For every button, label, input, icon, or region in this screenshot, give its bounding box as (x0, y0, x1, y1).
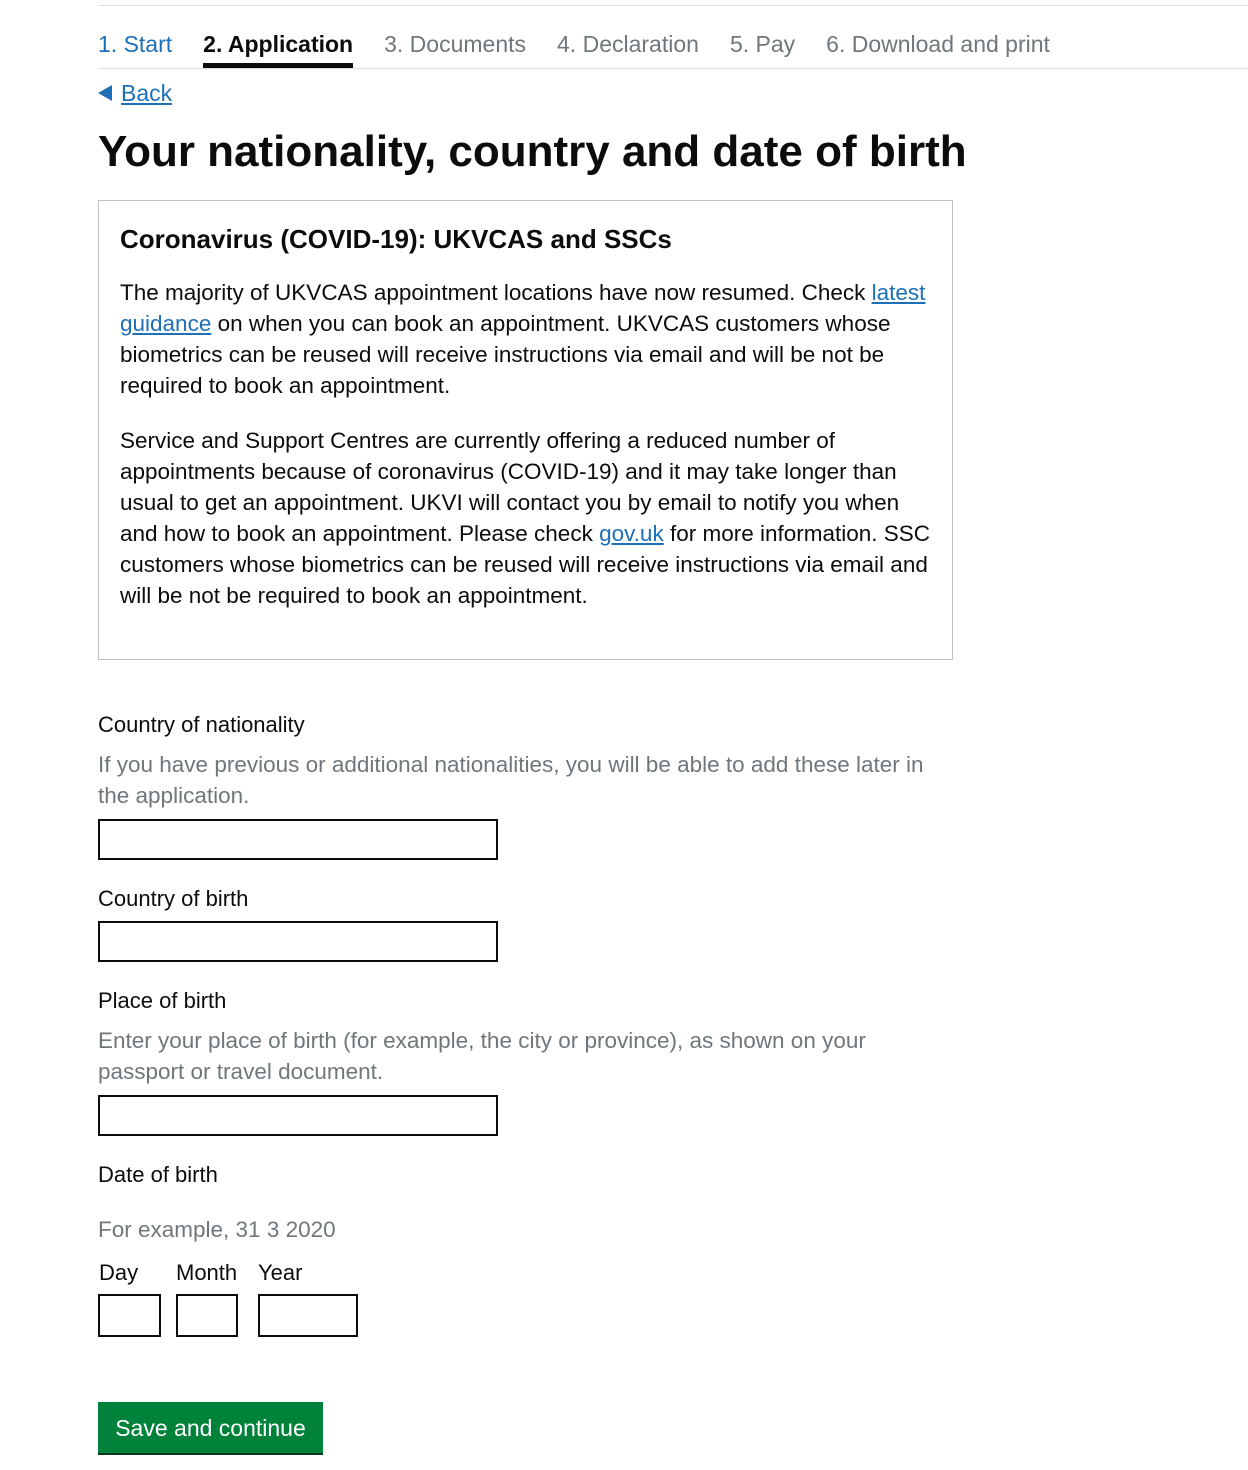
step-declaration: 4. Declaration (557, 31, 699, 57)
top-divider (98, 5, 1248, 6)
dob-year-label: Year (258, 1260, 303, 1285)
covid-notice-panel (98, 200, 953, 660)
country-of-birth-label: Country of birth (98, 886, 249, 911)
dob-month-label: Month (176, 1260, 238, 1285)
place-of-birth-label: Place of birth (98, 988, 227, 1013)
notice-paragraph-2 (120, 425, 931, 611)
date-of-birth-label: Date of birth (98, 1162, 218, 1187)
save-and-continue-button[interactable]: Save and continue (98, 1402, 323, 1453)
back-link[interactable]: Back (121, 80, 173, 106)
nationality-hint: If you have previous or additional nationalities, you will be able to add these later in the application. (98, 752, 924, 808)
gov-uk-link[interactable]: gov.uk (599, 521, 664, 546)
notice-text: The majority of UKVCAS appointment locations have now resumed. Check (120, 280, 872, 305)
notice-text: on when you can book an appointment. UKVCAS customers whose biometrics can be reused will receive instructions via email and will be not be required to book an appointment. (120, 311, 891, 398)
step-documents: 3. Documents (384, 31, 527, 57)
dob-day-label: Day (99, 1260, 139, 1285)
dob-month-input[interactable] (176, 1294, 238, 1337)
country-of-birth-input[interactable] (98, 921, 498, 962)
nationality-input[interactable] (98, 819, 498, 860)
nationality-label: Country of nationality (98, 712, 305, 737)
step-download-print: 6. Download and print (826, 31, 1050, 57)
date-of-birth-hint: For example, 31 3 2020 (98, 1217, 336, 1242)
dob-day-input[interactable] (98, 1294, 161, 1337)
steps-divider (98, 68, 1248, 69)
step-pay: 5. Pay (729, 31, 796, 57)
triangle-left-icon (98, 85, 112, 101)
page-title: Your nationality, country and date of birth (98, 127, 967, 176)
place-of-birth-input[interactable] (98, 1095, 498, 1136)
notice-paragraph-1 (120, 277, 931, 401)
notice-text: for more information. SSC customers whose biometrics can be reused will receive instructions via email and will be not be required to book an appointment. (120, 521, 931, 608)
step-application: 2. Application (203, 28, 353, 68)
back-link-container[interactable] (98, 78, 172, 108)
notice-text: Service and Support Centres are currently offering a reduced number of appointments because of coronavirus (COVID-19) and it may take longer than usual to get an appointment. UKVI will contact you by email to notify you when and how to book an appointment. Please check (120, 428, 900, 546)
place-of-birth-hint: Enter your place of birth (for example, the city or province), as shown on your passport or travel document. (98, 1028, 866, 1084)
dob-year-input[interactable] (258, 1294, 358, 1337)
progress-steps (98, 28, 1081, 68)
latest-guidance-link[interactable]: latest guidance (120, 280, 926, 336)
step-start[interactable]: 1. Start (98, 31, 173, 57)
notice-title: Coronavirus (COVID-19): UKVCAS and SSCs (120, 224, 672, 254)
